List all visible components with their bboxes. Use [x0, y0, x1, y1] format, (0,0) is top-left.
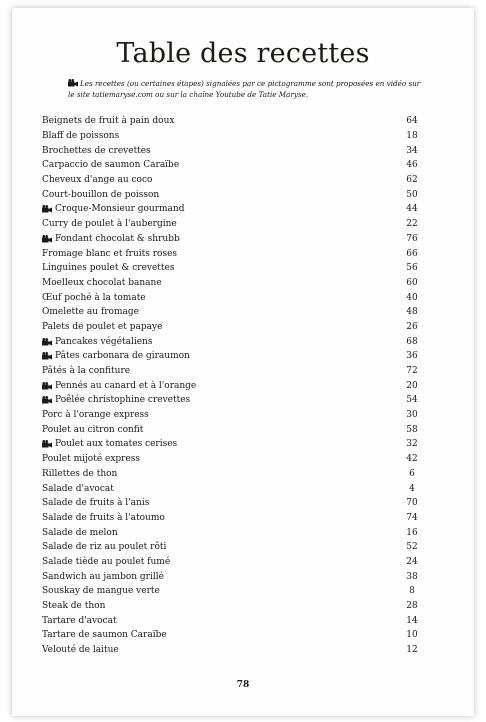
recipe-name: Tartare d'avocat: [42, 615, 117, 626]
recipe-page: 58: [406, 424, 418, 435]
recipe-row: [42, 525, 420, 540]
recipe-name: Velouté de laitue: [42, 645, 119, 656]
recipe-page: 28: [406, 601, 418, 612]
page-title: Table des recettes: [116, 38, 370, 69]
recipe-page: 14: [406, 615, 418, 626]
recipe-name: Moelleux chocolat banane: [42, 277, 162, 288]
recipe-label: [42, 498, 149, 508]
recipe-name: Salade de fruits à l'anis: [42, 498, 150, 509]
recipe-row: [42, 334, 420, 349]
recipe-row: [42, 467, 420, 482]
recipe-row: [42, 555, 420, 570]
recipe-row: [42, 437, 420, 452]
recipe-page: 48: [406, 307, 418, 318]
recipe-label: [42, 146, 151, 156]
video-camera-icon: [42, 338, 52, 346]
recipe-page: 26: [406, 321, 418, 332]
recipe-page: 36: [406, 351, 418, 362]
recipe-page: 68: [406, 336, 418, 347]
recipe-page: 76: [406, 233, 418, 244]
recipe-row: [42, 202, 420, 217]
recipe-row: [42, 364, 420, 379]
recipe-name: Salade de melon: [42, 527, 118, 538]
recipe-row: [42, 158, 420, 173]
recipe-page: 22: [406, 219, 418, 230]
recipe-page: 60: [406, 277, 418, 288]
recipe-label: [42, 263, 174, 273]
recipe-label: [42, 307, 139, 317]
recipe-page: 32: [406, 439, 418, 450]
recipe-row: [42, 217, 420, 232]
recipe-page: 40: [406, 292, 418, 303]
recipe-name: Blaff de poissons: [42, 131, 120, 142]
recipe-label: [42, 395, 190, 405]
recipe-page: 54: [406, 395, 418, 406]
recipe-label: [42, 484, 114, 494]
recipe-page: 10: [406, 630, 418, 641]
recipe-name: Fondant chocolat & shrubb: [55, 233, 180, 244]
recipe-label: [42, 322, 162, 332]
recipe-label: [42, 542, 166, 552]
recipe-row: [42, 276, 420, 291]
recipe-row: [42, 349, 420, 364]
recipe-label: [42, 204, 184, 214]
recipe-name: Steak de thon: [42, 601, 106, 612]
video-note: [68, 78, 428, 100]
recipe-name: Brochettes de crevettes: [42, 145, 151, 156]
recipe-name: Carpaccio de saumon Caraïbe: [42, 160, 180, 171]
recipe-row: [42, 599, 420, 614]
recipe-label: [42, 513, 165, 523]
recipe-row: [42, 305, 420, 320]
recipe-row: [42, 496, 420, 511]
recipe-name: Palets de poulet et papaye: [42, 321, 163, 332]
recipe-row: [42, 584, 420, 599]
recipe-label: [42, 351, 190, 361]
recipe-page: 56: [406, 263, 418, 274]
recipe-label: [42, 469, 117, 479]
video-camera-icon: [42, 235, 52, 243]
recipe-label: [42, 234, 180, 244]
recipe-name: Salade de fruits à l'atoumo: [42, 512, 165, 523]
recipe-row: [42, 511, 420, 526]
video-camera-icon: [68, 79, 78, 87]
recipe-label: [42, 160, 179, 170]
recipe-row: [42, 246, 420, 261]
recipe-page: 46: [406, 160, 418, 171]
recipe-name: Curry de poulet à l'aubergine: [42, 219, 177, 230]
recipe-row: [42, 232, 420, 247]
recipe-row: [42, 569, 420, 584]
recipe-name: Croque-Monsieur gourmand: [55, 204, 185, 215]
recipe-label: [42, 528, 118, 538]
recipe-name: Poulet aux tomates cerises: [55, 439, 178, 450]
recipe-name: Poulet mijoté express: [42, 454, 141, 465]
recipe-page: 66: [406, 248, 418, 259]
recipe-name: Omelette au fromage: [42, 307, 139, 318]
recipe-label: [42, 425, 143, 435]
recipe-label: [42, 219, 177, 229]
recipe-row: [42, 393, 420, 408]
recipe-row: [42, 143, 420, 158]
recipe-name: Fromage blanc et fruits roses: [42, 248, 178, 259]
recipe-row: [42, 290, 420, 305]
recipe-page: 20: [406, 380, 418, 391]
recipe-name: Salade d'avocat: [42, 483, 114, 494]
recipe-name: Salade de riz au poulet rôti: [42, 542, 167, 553]
recipe-name: Rillettes de thon: [42, 468, 118, 479]
recipe-page: 8: [409, 586, 415, 597]
video-camera-icon: [42, 396, 52, 404]
recipe-row: [42, 613, 420, 628]
recipe-page: 70: [406, 498, 418, 509]
recipe-page: 12: [406, 645, 418, 656]
recipe-row: [42, 643, 420, 658]
recipe-row: [42, 452, 420, 467]
recipe-label: [42, 616, 117, 626]
recipe-page: 6: [409, 468, 415, 479]
recipe-label: [42, 116, 174, 126]
recipe-page: 74: [406, 512, 418, 523]
recipe-label: [42, 337, 152, 347]
recipe-row: [42, 261, 420, 276]
recipe-name: Pancakes végétaliens: [55, 336, 153, 347]
recipe-name: Pennés au canard et à l'orange: [55, 380, 197, 391]
recipe-label: [42, 249, 177, 259]
recipe-row: [42, 187, 420, 202]
recipe-row: [42, 408, 420, 423]
recipe-page: 64: [406, 116, 418, 127]
recipe-row: [42, 422, 420, 437]
recipe-label: [42, 601, 105, 611]
recipe-label: [42, 586, 160, 596]
recipe-label: [42, 278, 162, 288]
recipe-page: 4: [409, 483, 415, 494]
recipe-page: 38: [406, 571, 418, 582]
video-camera-icon: [42, 352, 52, 360]
recipe-label: [42, 439, 177, 449]
recipe-name: Sandwich au jambon grillé: [42, 571, 164, 582]
video-note-text: Les recettes (ou certaines étapes) signalées par ce pictogramme sont proposées en vidéo sur le site tatiemaryse.com ou sur la chaîne Youtube de Tatie Maryse.: [68, 79, 421, 99]
recipe-label: [42, 175, 152, 185]
recipe-name: Court-bouillon de poisson: [42, 189, 160, 200]
recipe-row: [42, 378, 420, 393]
recipe-page: 24: [406, 556, 418, 567]
recipe-row: [42, 320, 420, 335]
recipe-label: [42, 410, 149, 420]
video-camera-icon: [42, 440, 52, 448]
recipe-name: Pâtés à la confiture: [42, 366, 131, 377]
book-page: [12, 8, 474, 716]
recipe-name: Poulet au citron confit: [42, 424, 144, 435]
recipe-label: [42, 131, 119, 141]
recipe-label: [42, 381, 196, 391]
recipe-list: [42, 114, 420, 657]
recipe-name: Poêlée christophine crevettes: [55, 395, 191, 406]
recipe-label: [42, 645, 119, 655]
recipe-name: Œuf poché à la tomate: [42, 292, 146, 303]
recipe-page: 42: [406, 454, 418, 465]
recipe-name: Salade tiède au poulet fumé: [42, 556, 171, 567]
recipe-name: Cheveux d'ange au coco: [42, 175, 153, 186]
recipe-label: [42, 557, 170, 567]
recipe-label: [42, 572, 164, 582]
recipe-page: 62: [406, 175, 418, 186]
page-number: 78: [236, 680, 250, 690]
recipe-name: Souskay de mangue verte: [42, 586, 160, 597]
recipe-page: 44: [406, 204, 418, 215]
recipe-label: [42, 630, 167, 640]
recipe-row: [42, 114, 420, 129]
recipe-name: Linguines poulet & crevettes: [42, 263, 175, 274]
recipe-page: 18: [406, 131, 418, 142]
recipe-label: [42, 366, 130, 376]
recipe-row: [42, 173, 420, 188]
recipe-name: Tartare de saumon Caraïbe: [42, 630, 167, 641]
recipe-page: 30: [406, 410, 418, 421]
recipe-page: 50: [406, 189, 418, 200]
recipe-label: [42, 293, 146, 303]
recipe-row: [42, 129, 420, 144]
video-camera-icon: [42, 205, 52, 213]
recipe-label: [42, 190, 159, 200]
recipe-row: [42, 628, 420, 643]
recipe-name: Porc à l'orange express: [42, 410, 149, 421]
recipe-page: 72: [406, 366, 418, 377]
recipe-page: 16: [406, 527, 418, 538]
recipe-name: Pâtes carbonara de giraumon: [55, 351, 190, 362]
recipe-label: [42, 454, 140, 464]
recipe-row: [42, 540, 420, 555]
recipe-page: 34: [406, 145, 418, 156]
recipe-row: [42, 481, 420, 496]
recipe-page: 52: [406, 542, 418, 553]
recipe-name: Beignets de fruit à pain doux: [42, 116, 175, 127]
video-camera-icon: [42, 382, 52, 390]
